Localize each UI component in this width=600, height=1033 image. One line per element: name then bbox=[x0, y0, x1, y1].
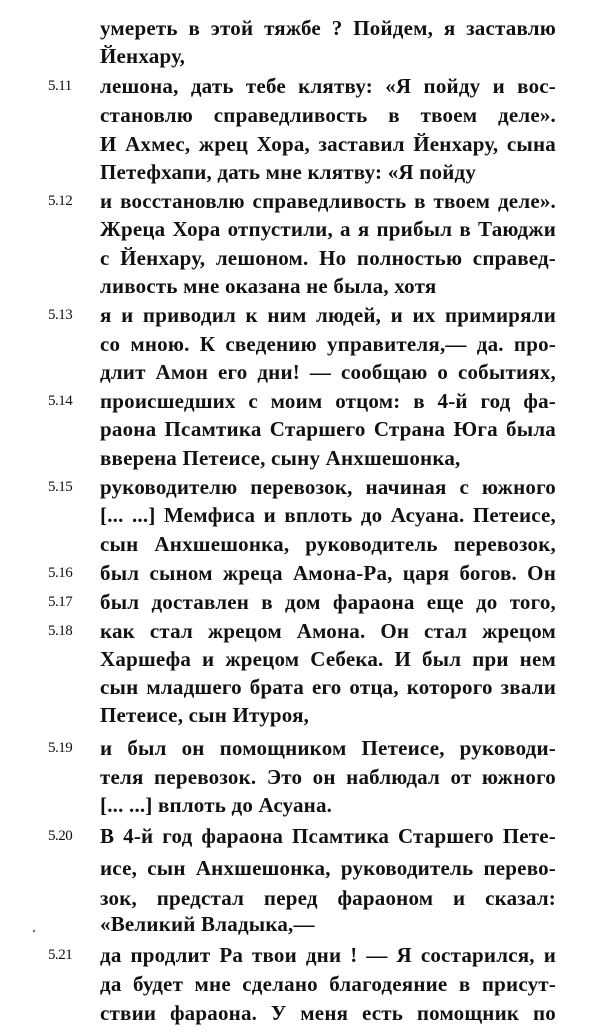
scan-speck bbox=[33, 930, 36, 933]
verse-number: 5.11 bbox=[48, 78, 72, 94]
text-line: теля перевозок. Это он наблюдал от южного bbox=[100, 765, 556, 789]
text-line: Харшефа и жрецом Себека. И был при нем bbox=[100, 647, 556, 671]
text-line: Петефхапи, дать мне клятву: «Я пойду bbox=[100, 160, 477, 184]
text-line: сын Анхшешонка, руководитель перевозок, bbox=[100, 532, 556, 556]
text-line: как стал жрецом Амона. Он стал жрецом bbox=[100, 619, 556, 643]
text-line: зок, предстал перед фараоном и сказал: bbox=[100, 886, 556, 910]
text-line: «Великий Владыка,— bbox=[100, 912, 315, 936]
verse-number: 5.12 bbox=[48, 193, 73, 209]
text-line: Йенхару, bbox=[100, 44, 186, 68]
verse-number: 5.20 bbox=[48, 828, 73, 844]
text-line: длит Амон его дни! — сообщаю о событиях, bbox=[100, 360, 556, 384]
verse-number: 5.16 bbox=[48, 565, 73, 581]
text-line: я и приводил к ним людей, и их примиряли bbox=[100, 303, 556, 327]
text-line: руководителю перевозок, начиная с южного bbox=[100, 475, 556, 499]
verse-number: 5.19 bbox=[48, 740, 73, 756]
verse-number: 5.18 bbox=[48, 623, 73, 639]
text-line: ствии фараона. У меня есть помощник по bbox=[100, 1001, 556, 1025]
text-line: сын младшего брата его отца, которого звали bbox=[100, 675, 556, 699]
text-line: с Йенхару, лешоном. Но полностью справед- bbox=[100, 246, 556, 270]
text-line: [... ...] Мемфиса и вплоть до Асуана. Петеисе, bbox=[100, 503, 556, 527]
text-line: да продлит Ра твои дни ! — Я состарился, и bbox=[100, 943, 556, 967]
verse-number: 5.17 bbox=[48, 594, 73, 610]
text-line: ливость мне оказана не была, хотя bbox=[100, 274, 437, 298]
text-line: да будет мне сделано благодеяние в присут- bbox=[100, 972, 556, 996]
text-line: исе, сын Анхшешонка, руководитель перево- bbox=[100, 856, 556, 880]
verse-number: 5.14 bbox=[48, 393, 73, 409]
text-line: и восстановлю справедливость в твоем деле». bbox=[100, 189, 556, 213]
verse-number: 5.21 bbox=[48, 947, 73, 963]
text-line: был сыном жреца Амона-Ра, царя богов. Он bbox=[100, 561, 556, 585]
text-line: становлю справедливость в твоем деле». bbox=[100, 103, 556, 127]
text-line: лешона, дать тебе клятву: «Я пойду и вос- bbox=[100, 74, 556, 98]
text-line: Петеисе, сын Итуроя, bbox=[100, 703, 310, 727]
text-line: раона Псамтика Старшего Страна Юга была bbox=[100, 417, 556, 441]
text-line: вверена Петеисе, сыну Анхшешонка, bbox=[100, 446, 461, 470]
verse-number: 5.13 bbox=[48, 307, 73, 323]
text-line: В 4-й год фараона Псамтика Старшего Пете- bbox=[100, 824, 556, 848]
text-line: [... ...] вплоть до Асуана. bbox=[100, 793, 333, 817]
text-line: Жреца Хора отпустили, а я прибыл в Таюджи bbox=[100, 217, 556, 241]
text-line: и был он помощником Петеисе, руководи- bbox=[100, 736, 556, 760]
text-line: со мною. К сведению управителя,— да. про- bbox=[100, 332, 556, 356]
text-line: происшедших с моим отцом: в 4-й год фа- bbox=[100, 389, 556, 413]
text-line: И Ахмес, жрец Хора, заставил Йенхару, сына bbox=[100, 132, 556, 156]
text-line: умереть в этой тяжбе ? Пойдем, я заставлю bbox=[100, 16, 556, 40]
text-line: был доставлен в дом фараона еще до того, bbox=[100, 590, 556, 614]
verse-number: 5.15 bbox=[48, 479, 73, 495]
